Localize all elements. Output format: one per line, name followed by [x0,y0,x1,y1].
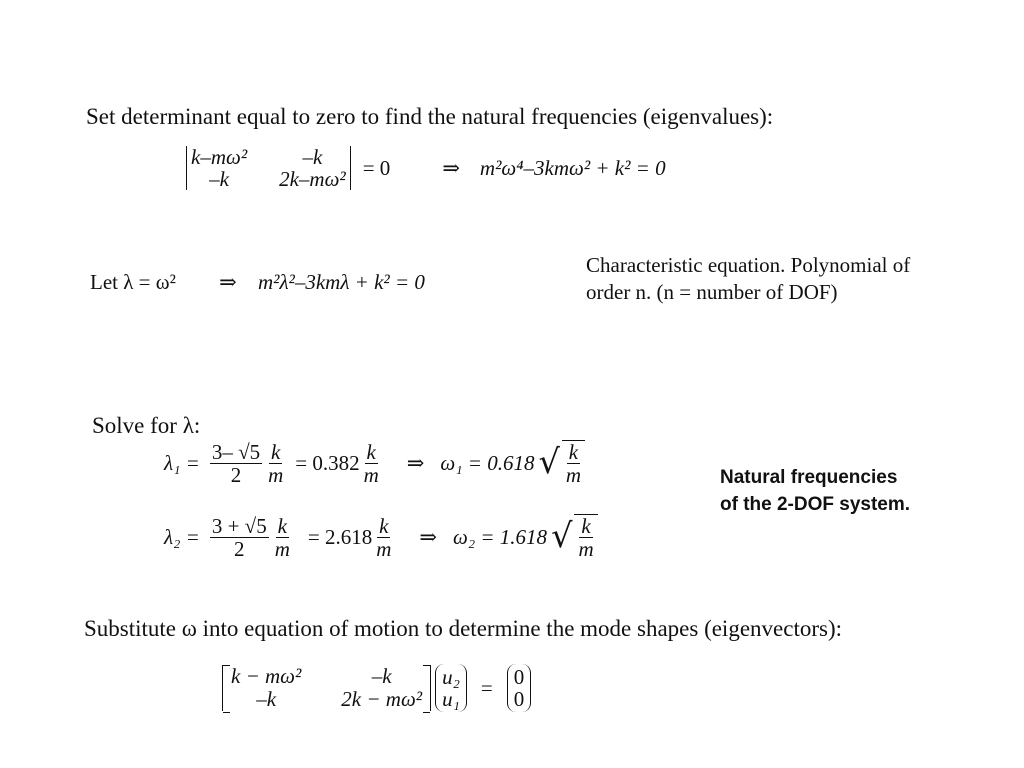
vector-u2: u₂ [442,665,460,689]
lambda2-root-fraction [210,515,269,560]
lambda2-value-m: m [376,536,392,561]
sqrt-radical-icon: √ [551,516,573,555]
characteristic-note-line1: Characteristic equation. Polynomial of [586,253,911,277]
mode-equals: = [480,675,493,700]
lambda1-row [164,440,587,486]
lambda1-value: = 0.382 [295,450,360,475]
system-matrix [222,665,431,711]
lambda2-k-over-m [273,515,292,560]
heading-solve: Solve for λ: [92,413,201,438]
determinant-equation [186,146,666,190]
mode-shape-equation [222,664,531,712]
det-a11: k–mω² [191,145,248,169]
det-a21: –k [209,167,229,192]
implies-arrow-icon: ⇒ [442,155,460,180]
omega2-k: k [581,514,591,538]
sqrt-radical-icon: √ [538,442,560,481]
lambda2-value: = 2.618 [307,524,373,549]
lambda2-value-k-over-m [374,515,393,560]
zero-bottom: 0 [513,687,525,712]
lambda1-lhs: λ₁ = [164,450,200,475]
omega1-m: m [565,463,582,488]
lambda2-row [164,514,600,560]
omega2-value: ω₂ = 1.618 [453,524,548,549]
characteristic-note [586,252,910,306]
lambda1-k-over-m [266,441,285,486]
natural-frequencies-note [720,464,910,518]
lambda2-lhs: λ₂ = [164,524,200,549]
det-a12: –k [302,145,323,169]
omega2-m: m [578,537,594,562]
vector-u1: u₁ [442,687,460,712]
displacement-vector [435,664,467,712]
omega1-k: k [568,440,579,464]
omega1-sqrt [538,440,587,486]
omega2-sqrt-k-over-m [574,514,597,560]
characteristic-polynomial-lambda: m²λ²–3kmλ + k² = 0 [258,270,425,294]
implies-arrow-icon: ⇒ [406,450,425,475]
lambda1-value-k: k [366,439,376,464]
lambda2-value-k: k [379,513,389,538]
matrix-m11: k − mω² [231,663,302,688]
matrix-m22: 2k − mω² [341,687,423,712]
lambda2-frac-den: 2 [234,536,245,561]
note-line1: Natural frequencies [720,467,898,488]
determinant-matrix [186,146,351,190]
lambda1-m: m [268,462,284,487]
characteristic-polynomial-omega: m²ω⁴–3kmω² + k² = 0 [479,155,666,180]
lambda1-frac-den: 2 [230,462,242,487]
matrix-m12: –k [371,663,392,688]
heading-mode-shapes: Substitute ω into equation of motion to determine the mode shapes (eigenvectors): [84,616,843,641]
det-a22: 2k–mω² [279,167,346,192]
implies-arrow-icon: ⇒ [219,270,237,294]
lambda1-k: k [271,439,281,464]
omega1-value: ω₁ = 0.618 [440,450,535,475]
let-lambda-text: Let λ = ω² [90,270,176,294]
lambda1-value-k-over-m [362,441,381,486]
lambda1-value-m: m [363,462,379,487]
implies-arrow-icon: ⇒ [419,524,437,549]
note-line2: of the 2-DOF system. [720,494,911,515]
lambda2-frac-num: 3 + √5 [211,513,267,538]
det-equals-zero: = 0 [362,155,391,180]
lambda2-k: k [277,513,287,538]
zero-top: 0 [513,665,525,689]
lambda2-m: m [274,536,290,561]
characteristic-note-line2: order n. (n = number of DOF) [586,280,838,304]
matrix-m21: –k [256,687,277,712]
omega1-sqrt-k-over-m [562,440,585,486]
zero-vector [507,664,532,712]
omega2-sqrt [551,514,600,560]
let-lambda-equation [90,270,425,295]
lambda1-root-fraction [210,441,262,486]
lambda1-frac-num: 3– √5 [211,439,261,464]
heading-determinant: Set determinant equal to zero to find the natural frequencies (eigenvalues): [86,104,774,129]
